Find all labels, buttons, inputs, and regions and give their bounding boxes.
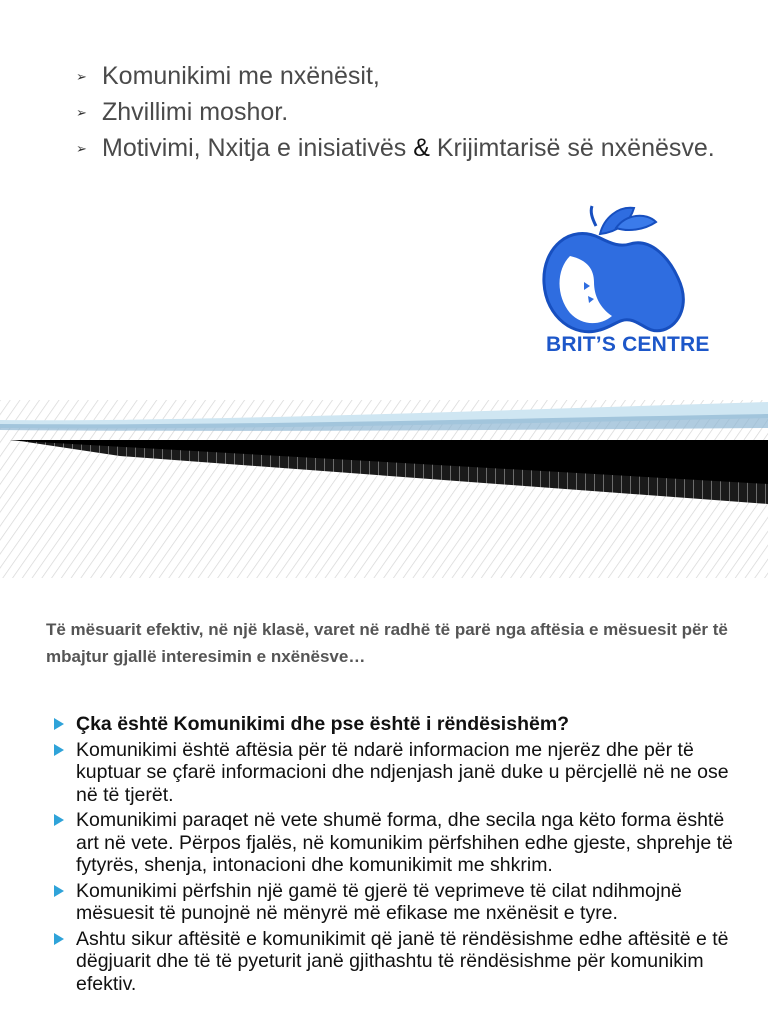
topic-text: Komunikimi me nxënësit,	[102, 62, 380, 90]
topic-item	[76, 58, 716, 94]
bullet-text: Komunikimi paraqet në vete shumë forma, dhe secila nga këto forma është art në vete. Përpos fjalës, në komunikim përfshihen edhe gjeste, shprehje të fytyrës, shenja, intonacioni dhe komunikimit me shkrim.	[76, 809, 733, 876]
communication-bullet-list	[54, 713, 734, 998]
bullet-item	[54, 880, 734, 925]
decorative-wave	[0, 400, 768, 578]
triangle-bullet-icon	[54, 814, 64, 826]
arrow-bullet-icon: ➢	[76, 141, 87, 156]
bullet-text: Ashtu sikur aftësitë e komunikimit që janë të rëndësishme edhe aftësitë e të dëgjuarit dhe të të pyeturit janë gjithashtu të rëndësishme për komunikim efektiv.	[76, 927, 729, 995]
topic-text: Zhvillimi moshor.	[102, 98, 289, 126]
intro-paragraph: Të mësuarit efektiv, në një klasë, varet në radhë të parë nga aftësia e mësuesit për të mbajtur gjallë interesimin e nxënësve…	[46, 620, 728, 666]
bullet-item	[54, 713, 734, 736]
topic-text: Motivimi, Nxitja e inisiativës	[102, 134, 407, 162]
arrow-bullet-icon: ➢	[76, 69, 87, 84]
triangle-bullet-icon	[54, 885, 64, 897]
arrow-bullet-icon: ➢	[76, 105, 87, 120]
bullet-text: Komunikimi është aftësia për të ndarë informacion me njerëz dhe për të kuptuar se çfarë informacioni dhe ndjenjash janë duke u përcjellë në ne ose në të tjerët.	[76, 738, 729, 806]
bullet-item	[54, 928, 734, 996]
bullet-item	[54, 739, 734, 807]
topic-item	[76, 130, 716, 166]
bullet-text: Komunikimi përfshin një gamë të gjerë të veprimeve të cilat ndihmojnë mësuesit të punojnë në mënyrë më efikase me nxënësit e tyre.	[76, 879, 682, 924]
triangle-bullet-icon	[54, 933, 64, 945]
topic-text: Krijimtarisë së nxënësve.	[436, 134, 715, 162]
bullet-item	[54, 809, 734, 877]
ampersand: &	[413, 134, 430, 162]
triangle-bullet-icon	[54, 718, 64, 730]
logo-wordmark: BRIT’S CENTRE	[546, 333, 710, 356]
slide-bottom	[0, 578, 768, 1024]
topic-list	[76, 58, 716, 166]
triangle-bullet-icon	[54, 744, 64, 756]
bullet-text: Çka është Komunikimi dhe pse është i rëndësishëm?	[76, 713, 570, 735]
topic-item	[76, 94, 716, 130]
